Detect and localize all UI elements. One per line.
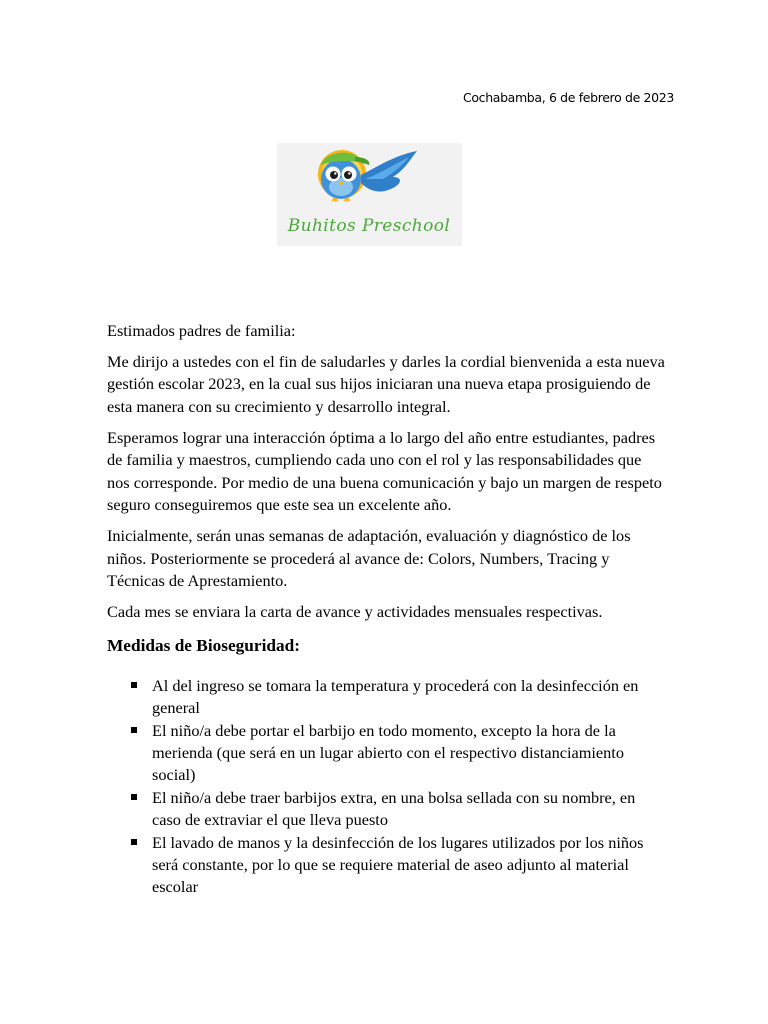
- square-bullet-icon: [131, 794, 137, 800]
- letter-body: [107, 320, 667, 899]
- list-item: [152, 787, 667, 832]
- list-item: [152, 675, 667, 720]
- list-item-text: El niño/a debe traer barbijos extra, en una bolsa sellada con su nombre, en caso de extraviar el que lleva puesto: [152, 787, 636, 830]
- list-item-text: El niño/a debe portar el barbijo en todo momento, excepto la hora de la merienda (que será en un lugar abierto con el respectivo distanciamiento social): [152, 720, 624, 785]
- list-item-text: Al del ingreso se tomara la temperatura y procederá con la desinfección en general: [152, 675, 639, 718]
- square-bullet-icon: [131, 839, 137, 845]
- paragraph-adaptation: Inicialmente, serán unas semanas de adaptación, evaluación y diagnóstico de los niños. Posteriormente se procederá al avance de: Colors, Numbers, Tracing y Técnicas de Aprestamiento.: [107, 526, 631, 591]
- square-bullet-icon: [131, 727, 137, 733]
- square-bullet-icon: [131, 682, 137, 688]
- biosecurity-list: [107, 675, 667, 899]
- greeting: Estimados padres de familia:: [107, 321, 296, 340]
- biosecurity-heading: Medidas de Bioseguridad:: [107, 636, 300, 656]
- letter-date: Cochabamba, 6 de febrero de 2023: [463, 90, 674, 105]
- paragraph-welcome: Me dirijo a ustedes con el fin de saludarles y darles la cordial bienvenida a esta nueva gestión escolar 2023, en la cual sus hijos iniciaran una nueva etapa prosiguiendo de esta manera con su crecimiento y desarrollo integral.: [107, 351, 665, 416]
- list-item: [152, 832, 667, 899]
- owl-mascot-icon: [277, 143, 462, 246]
- paragraph-monthly-report: Cada mes se enviara la carta de avance y actividades mensuales respectivas.: [107, 602, 603, 622]
- list-item-text: El lavado de manos y la desinfección de los lugares utilizados por los niños será constante, por lo que se requiere material de aseo adjunto al material escolar: [152, 832, 644, 897]
- school-logo: [277, 143, 462, 246]
- list-item: [152, 720, 667, 787]
- paragraph-interaction: Esperamos lograr una interacción óptima a lo largo del año entre estudiantes, padres de familia y maestros, cumpliendo cada uno con el rol y las responsabilidades que nos corresponde. Por medio de una buena comunicación y bajo un margen de respeto seguro conseguiremos que este sea un excelente año.: [107, 427, 662, 515]
- svg-text:Buhitos Preschool: Buhitos Preschool: [287, 216, 451, 236]
